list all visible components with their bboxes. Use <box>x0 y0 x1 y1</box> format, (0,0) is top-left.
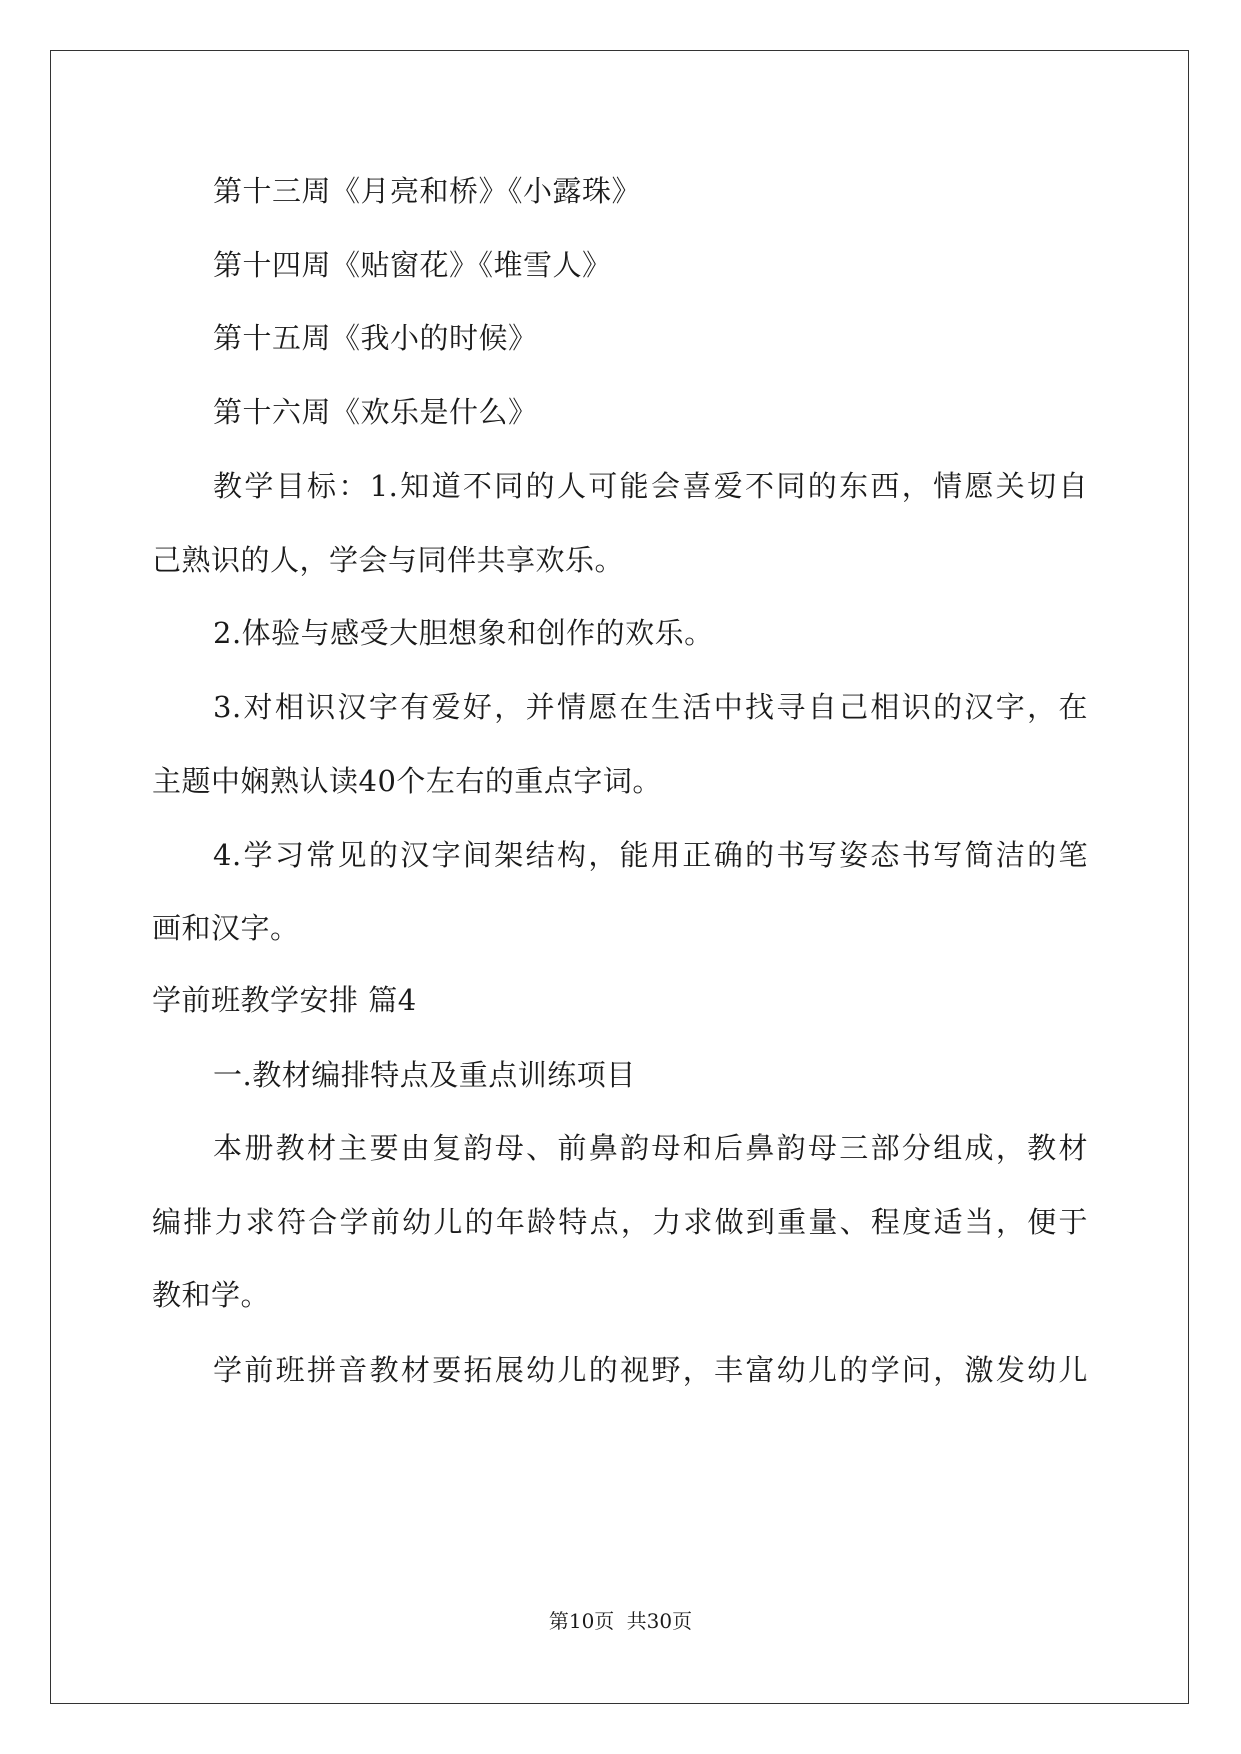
paragraph-1-line-3: 教和学。 <box>152 1278 271 1312</box>
subheading-1: 一.教材编排特点及重点训练项目 <box>213 1058 636 1092</box>
goal-3-line-1: 3.对相识汉字有爱好，并情愿在生活中找寻自己相识的汉字，在 <box>213 690 1088 724</box>
goal-3-line-2: 主题中娴熟认读40个左右的重点字词。 <box>152 764 662 798</box>
goal-2-line: 2.体验与感受大胆想象和创作的欢乐。 <box>213 616 714 650</box>
teaching-goal-line-1: 教学目标：1.知道不同的人可能会喜爱不同的东西，情愿关切自 <box>213 469 1088 503</box>
teaching-goal-line-2: 己熟识的人，学会与同伴共享欢乐。 <box>152 543 625 577</box>
paragraph-1-line-2: 编排力求符合学前幼儿的年龄特点，力求做到重量、程度适当，便于 <box>152 1205 1088 1239</box>
week-15-line: 第十五周《我小的时候》 <box>213 321 538 355</box>
page-number: 第10页 <box>548 1609 615 1633</box>
week-16-line: 第十六周《欢乐是什么》 <box>213 395 538 429</box>
goal-4-line-1: 4.学习常见的汉字间架结构，能用正确的书写姿态书写简洁的笔 <box>213 838 1088 872</box>
section-heading: 学前班教学安排 篇4 <box>152 983 417 1017</box>
goal-4-line-2: 画和汉字。 <box>152 911 300 945</box>
page-total: 共30页 <box>626 1609 693 1633</box>
week-14-line: 第十四周《贴窗花》《堆雪人》 <box>213 248 612 282</box>
paragraph-1-line-1: 本册教材主要由复韵母、前鼻韵母和后鼻韵母三部分组成，教材 <box>213 1131 1088 1165</box>
paragraph-2-line-1: 学前班拼音教材要拓展幼儿的视野，丰富幼儿的学问，激发幼儿 <box>213 1353 1088 1387</box>
page-border <box>50 50 1189 1704</box>
week-13-line: 第十三周《月亮和桥》《小露珠》 <box>213 174 642 208</box>
page-footer <box>0 1608 1241 1634</box>
